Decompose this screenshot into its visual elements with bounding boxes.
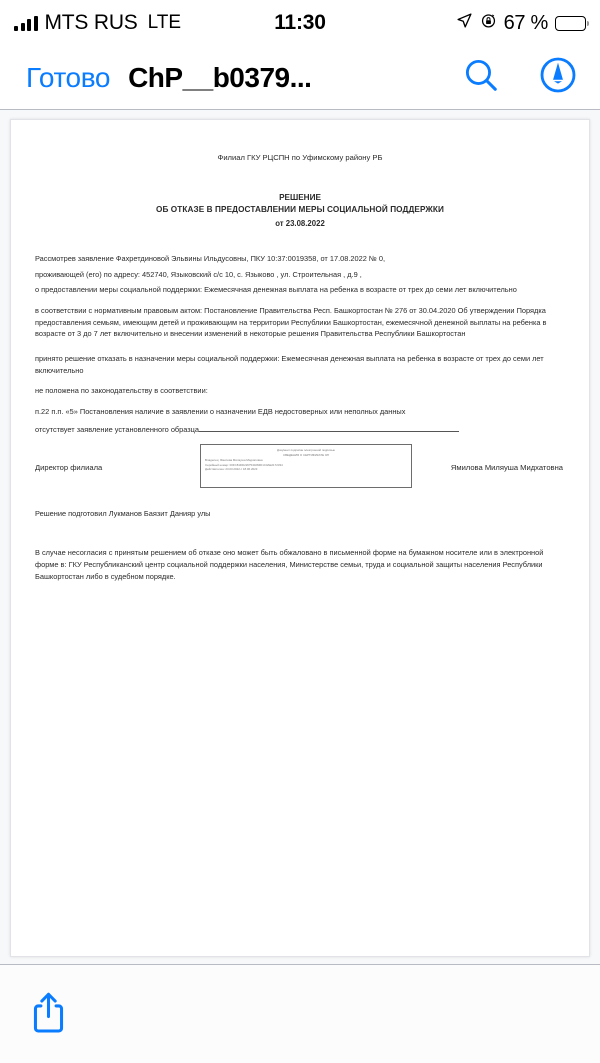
document-title: ChP__b0379... [128, 61, 312, 93]
markup-pen-icon[interactable] [538, 55, 578, 100]
prepared-by-line: Решение подготовил Лукманов Баязит Данияр улы [35, 509, 211, 519]
document-body [35, 152, 565, 583]
paragraph-measure: о предоставлении меры социальной поддержки: Ежемесячная денежная выплата на ребенка в возрасте от трех до семи лет включительно [35, 285, 517, 295]
location-arrow-icon [456, 12, 473, 34]
paragraph-decision: принято решение отказать в назначении меры социальной поддержки: Ежемесячная денежная выплата на ребенка в возрасте от трех до семи лет включительно [35, 354, 544, 375]
done-button[interactable]: Готово [26, 61, 111, 93]
document-page [10, 119, 590, 957]
signal-bars-icon [14, 16, 38, 31]
paragraph-reason-2 [35, 422, 565, 436]
document-heading-line2: ОБ ОТКАЗЕ В ПРЕДОСТАВЛЕНИИ МЕРЫ СОЦИАЛЬНОЙ ПОДДЕРЖКИ [155, 205, 444, 215]
paragraph-reason-1: п.22 п.п. «5» Постановления наличие в заявлении о назначении ЕДВ недостоверных или неполных данных [35, 407, 406, 417]
rotation-lock-icon [480, 12, 497, 34]
document-heading-line1: РЕШЕНИЕ [279, 192, 321, 202]
stamp-line-5: Действителен: 23.03.2022 с 18.06.2023 [205, 467, 258, 472]
stamp-line-4: Серийный номер: 00FC81DD2267540284D1C0AE2172334 [205, 462, 283, 467]
status-bar [0, 0, 600, 46]
electronic-signature-stamp [200, 444, 412, 488]
appeal-note: В случае несогласия с принятым решением об отказе оно может быть обжаловано в письменной форме на бумажном носителе или в электронной форме в: ГКУ Республиканский центр социальной поддержки населения, Министерстве семьи, труда и социальной защиты населения Республики Башкортостан либо в судебном порядке. [35, 548, 544, 581]
signer-position: Директор филиала [35, 463, 103, 473]
document-date: от 23.08.2022 [275, 218, 325, 228]
battery-icon [555, 16, 586, 31]
bottom-toolbar [0, 964, 600, 1063]
document-viewport[interactable] [0, 109, 600, 964]
paragraph-reason-2-text: отсутствует заявление установленного образца [35, 424, 200, 434]
navigation-bar [0, 46, 600, 109]
status-bar-left [14, 11, 181, 35]
nav-actions [462, 55, 578, 100]
signer-name: Ямилова Миляуша Мидхатовна [450, 463, 563, 473]
signature-row [35, 444, 565, 492]
stamp-line-1: Документ подписан электронной подписью [277, 448, 335, 453]
paragraph-legal-act: в соответствии с нормативным правовым актом: Постановление Правительства Респ. Башкортостан № 276 от 30.04.2020 Об утверждении Порядка предоставления семьям, имеющим детей и проживающим на территории Республики Башкортостан, ежемесячной денежной выплаты на ребенка в возрасте от 3 до 7 лет включительно и внесении изменений в некоторые решения Правительства Республики Башкортостан [35, 305, 547, 339]
paragraph-application: Рассмотрев заявление Фахретдиновой Эльвины Ильдусовны, ПКУ 10:37:0019358, от 17.08.2022 № 0, [35, 253, 386, 263]
battery-percent-label: 67 % [503, 11, 548, 34]
document-org-line: Филиал ГКУ РЦСПН по Уфимскому району РБ [217, 153, 383, 162]
carrier-label: MTS RUS [44, 11, 138, 34]
status-time: 11:30 [274, 11, 326, 34]
stamp-line-3: Владелец: Ямилова Миляуша Мидхатовна [205, 457, 263, 462]
signature-underline-field [199, 422, 459, 432]
paragraph-address: проживающей (его) по адресу: 452740, Языковский с/с 10, с. Языково , ул. Строительная , д.9 , [35, 269, 362, 279]
network-type-label: LTE [147, 12, 182, 33]
paragraph-not-due: не положена по законодательству в соответствии: [35, 386, 208, 396]
document-heading [35, 192, 565, 217]
status-bar-right [456, 12, 586, 35]
stamp-line-2: СВЕДЕНИЯ О СЕРТИФИКАТЕ ЭП [283, 453, 329, 458]
search-icon[interactable] [462, 56, 500, 99]
share-icon[interactable] [30, 990, 67, 1039]
